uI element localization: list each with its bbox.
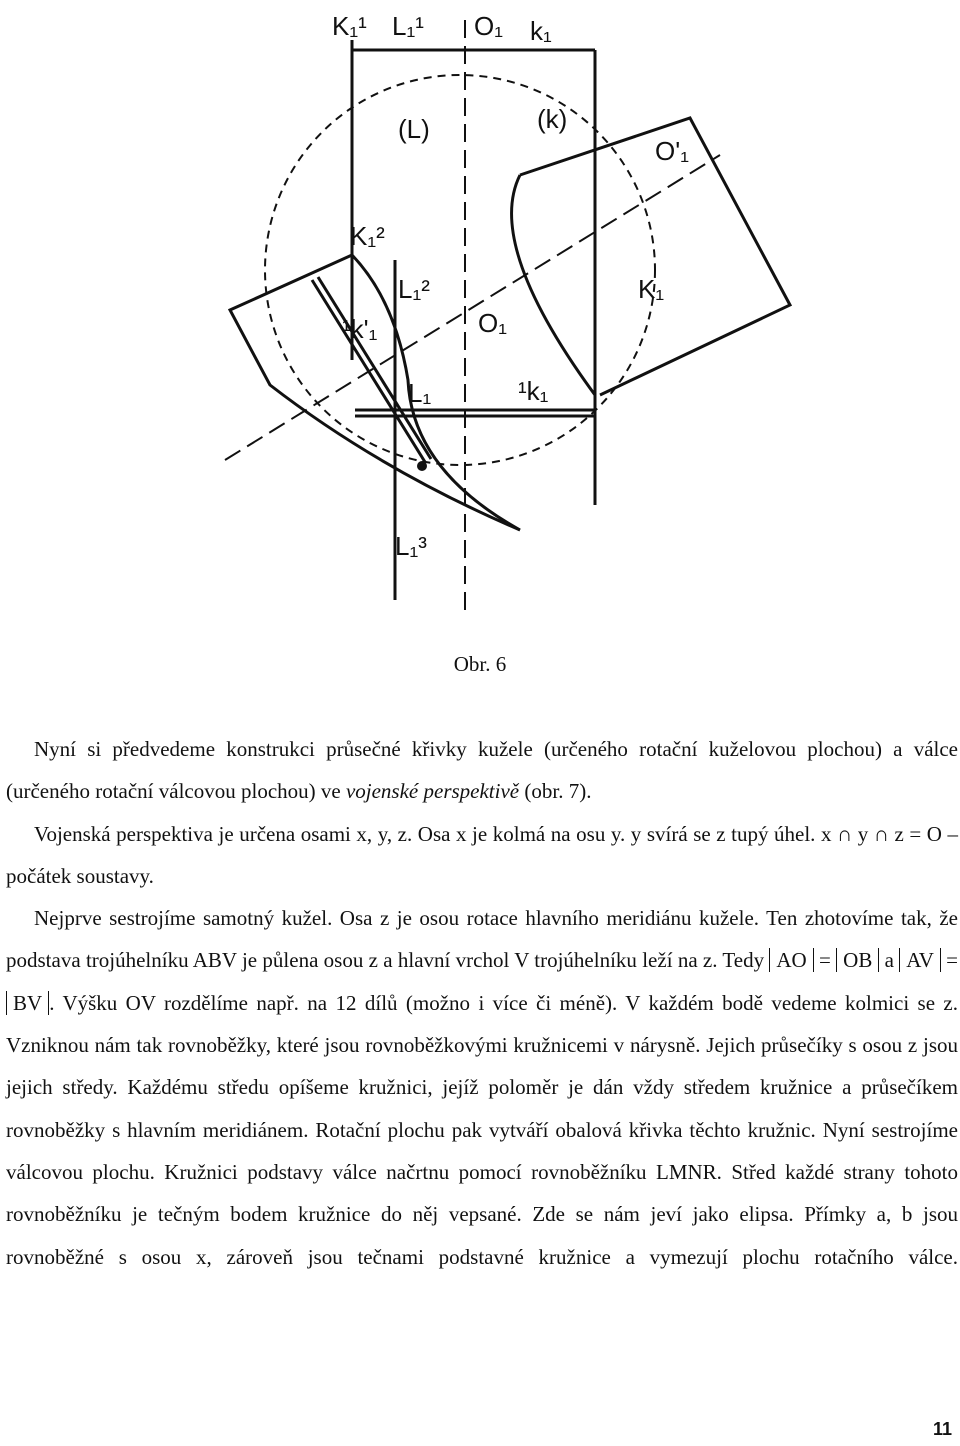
label-k-paren: (k) xyxy=(537,104,568,134)
label-O1-prime: O'₁ xyxy=(655,136,689,166)
paragraph-intro-text: Nyní si předvedeme konstrukci průsečné křivky kužele (určeného rotační kuželovou plochou) a válce (určeného rotační válcovou plochou) ve xyxy=(6,737,958,804)
label-k1-one: ¹k₁ xyxy=(518,376,549,406)
segment-bv: BV xyxy=(6,991,49,1015)
label-K1: K₁ xyxy=(638,274,665,304)
equals-1: = xyxy=(813,948,837,973)
label-L-paren: (L) xyxy=(398,114,430,144)
paragraph-axes: Vojenská perspektiva je určena osami x, y, z. Osa x je kolmá na osu y. y svírá se z tupý úhel. x ∩ y ∩ z = O – počátek soustavy. xyxy=(6,821,958,888)
paragraph-construction-rest: . Výšku OV rozdělíme např. na 12 dílů (možno i více či méně). V každém bodě vedeme kolmici se z. Vzniknou nám tak rovnoběžky, které jsou rovnoběžkovými kružnicemi v nárysně. Jejich průsečíky s osou z jsou jejich středy. Každému středu opíšeme kružnici, jejíž poloměr je dán vždy středem kružnice a průsečíkem rovnoběžky s hlavním meridiánem. Rotační plochu pak vytváří obalová křivka těchto kružnic. Nyní sestrojíme válcovou plochu. Kružnici podstavy válce načrtnu pomocí rovnoběžníku LMNR. Střed každé strany tohoto rovnoběžníku je tečným bodem kružnice do něj vepsané. Zde se nám jeví jako elipsa. Přímky a, b jsou rovnoběžné s osou x, zároveň jsou tečnami podstavné kružnice a vymezují plochu rotačního válce. xyxy=(6,990,958,1269)
equals-2: = xyxy=(940,948,959,973)
label-L12: L₁² xyxy=(398,274,430,304)
segment-ao: AO xyxy=(769,948,813,972)
segment-av: AV xyxy=(899,948,941,972)
body-text xyxy=(6,728,958,1278)
conjunction-and: a xyxy=(879,948,900,973)
page-number: 11 xyxy=(932,1419,952,1439)
paragraph-intro xyxy=(6,728,958,813)
paragraph-construction xyxy=(6,897,958,1278)
paragraph-construction-text: Nejprve sestrojíme samotný kužel. Osa z je osou rotace hlavního meridiánu kužele. Ten zhotovíme tak, že podstava trojúhelníku ABV je půlena osou z a hlavní vrchol V trojúhelníku leží na z. Tedy xyxy=(6,906,958,973)
label-O1: O₁ xyxy=(478,308,507,338)
emphasis-military-perspective: vojenské perspektivě xyxy=(345,779,520,804)
cylinder-intersection-figure xyxy=(0,0,960,640)
label-L13: L₁³ xyxy=(395,531,427,561)
label-L1: L₁ xyxy=(408,378,432,408)
label-k1-top: k₁ xyxy=(530,16,552,46)
label-L11: L₁¹ xyxy=(392,11,424,41)
figure-caption: Obr. 6 xyxy=(453,652,507,676)
label-K11: K₁¹ xyxy=(332,11,367,41)
label-k1-kprime: ¹k'₁ xyxy=(342,314,378,344)
label-K12: K₁² xyxy=(350,221,385,251)
paragraph-intro-end: (obr. 7). xyxy=(519,779,592,804)
label-O1-top: O₁ xyxy=(474,11,503,41)
segment-ob: OB xyxy=(836,948,879,972)
